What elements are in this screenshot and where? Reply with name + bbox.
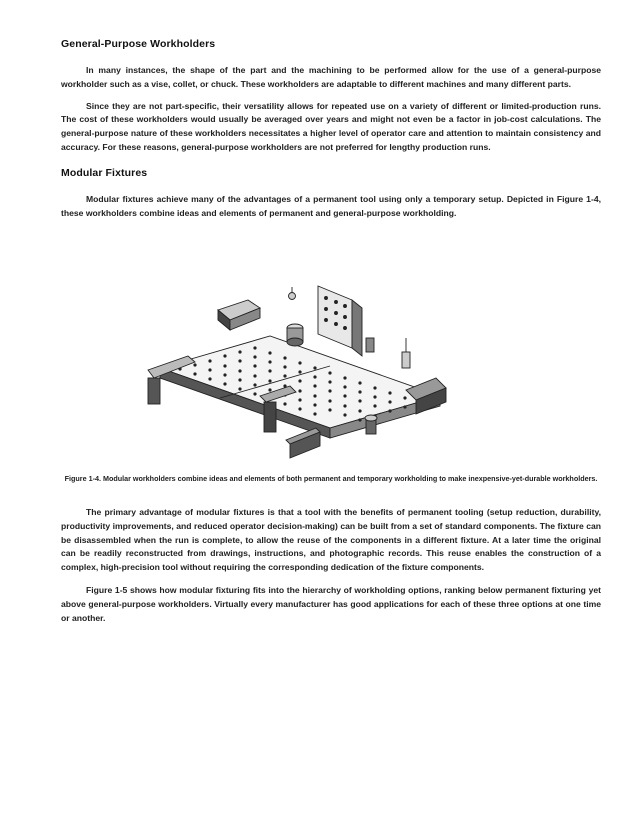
paragraph-general-purpose-2: Since they are not part-specific, their versatility allows for repeated use on a variety of different or limited-production runs. The cost of these workholders would usually be averaged over years and might not even be a factor in job-cost calculations. The general-purpose nature of these workholders necessitates a higher level of operator care and attention to maintain consistency and accuracy. For these reasons, general-purpose workholders are not preferred for lengthy production runs.	[61, 100, 601, 152]
modular-fixture-illustration	[140, 278, 452, 464]
paragraph-general-purpose-1: In many instances, the shape of the part and the machining to be performed allow for the use of a general-purpose workholder such as a vise, collet, or chuck. These workholders are adaptable to different machines and many different parts.	[61, 65, 601, 89]
paragraph-modular-3: Figure 1-5 shows how modular fixturing fits into the hierarchy of workholding options, ranking below permanent fixturing yet above general-purpose workholders. Virtually every manufacturer has good applications for each of these three options at one time or another.	[61, 584, 601, 623]
figure-caption: Figure 1-4. Modular workholders combine ideas and elements of both permanent and temporary workholding to make inexpensive-yet-durable workholders.	[64, 474, 598, 483]
paragraph-modular-1: Modular fixtures achieve many of the advantages of a permanent tool using only a temporary setup. Depicted in Figure 1-4, these workholders combine ideas and elements of permanent and general-purpose workholding.	[61, 193, 601, 218]
page-content-lower	[61, 506, 601, 625]
section-heading-modular-fixtures: Modular Fixtures	[61, 166, 148, 179]
paragraph-modular-2: The primary advantage of modular fixtures is that a tool with the benefits of permanent tooling (setup reduction, durability, productivity improvements, and reduced operator decision-making) can be built from a set of standard components. The fixture can be disassembled when the run is complete, to allow the reuse of the components in a different fixture. At a later time the original can be readily reconstructed from drawings, instructions, and photographic records. This reuse enables the construction of a complex, high-precision tool without requiring the corresponding dedication of the fixture components.	[61, 507, 601, 573]
page-content	[61, 38, 601, 220]
section-heading-general-purpose: General-Purpose Workholders	[61, 38, 216, 50]
